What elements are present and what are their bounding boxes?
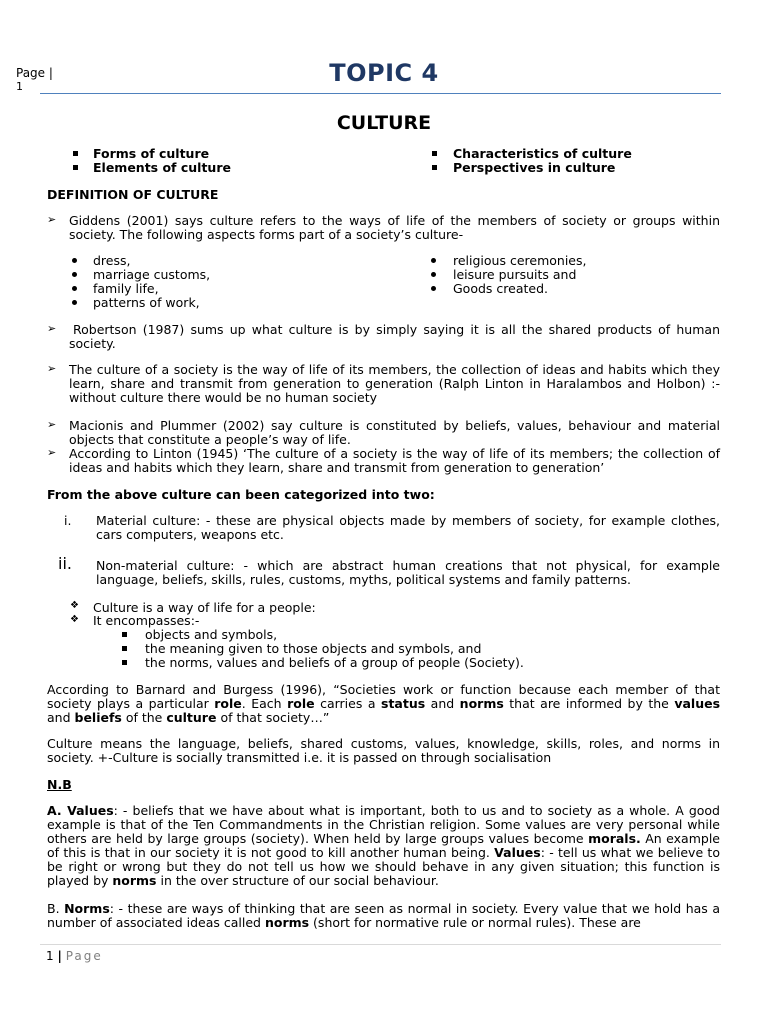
linton-paragraph: The culture of a society is the way of life of its members, the collection of ideas and habits which they learn, share and transmit from generation to generation (Ralph Linton in Haralambos and Holbon) :- without culture there would be no human society	[69, 362, 720, 405]
title-rule	[40, 93, 721, 94]
categorized-heading: From the above culture can been categorized into two:	[47, 487, 435, 502]
aspect-item: patterns of work,	[93, 295, 200, 310]
square-bullet-icon	[122, 660, 127, 665]
aspect-item: religious ceremonies,	[453, 253, 587, 268]
square-bullet-icon	[122, 646, 127, 651]
nb-heading: N.B	[47, 777, 72, 792]
topic-item: Characteristics of culture	[453, 146, 632, 161]
dot-bullet-icon	[72, 272, 77, 277]
topic-item: Perspectives in culture	[453, 160, 616, 175]
aspect-item: family life,	[93, 281, 159, 296]
linton1945-paragraph: According to Linton (1945) ‘The culture of a society is the way of life of its members; the collection of ideas and habits which they learn, share and transmit from generation to generation’	[69, 446, 720, 475]
dot-bullet-icon	[431, 258, 436, 263]
subtitle: CULTURE	[336, 112, 432, 134]
aspect-item: leisure pursuits and	[453, 267, 577, 282]
aspect-item: Goods created.	[453, 281, 548, 296]
values-paragraph: A. Values: - beliefs that we have about what is important, both to us and to society as a whole. A good example is that of the Ten Commandments in the Christian religion. Some values are very personal while others are held by large groups (society). When held by large groups values become morals. An example of this is that in our society it is not good to kill another human being. Values: - tell us what we believe to be right or wrong but they do not tell us how we should behave in any given situation; this function is played by norms in the over structure of our social behaviour.	[47, 803, 720, 888]
square-bullet-icon	[432, 165, 437, 170]
page-number: 1	[16, 80, 23, 93]
footer-rule	[40, 944, 721, 945]
encompasses-item: the norms, values and beliefs of a group of people (Society).	[145, 655, 524, 670]
culture-means-paragraph: Culture means the language, beliefs, shared customs, values, knowledge, skills, roles, and norms in society. +-Culture is socially transmitted i.e. it is passed on through socialisation	[47, 736, 720, 765]
footer-page-number: 1	[46, 949, 54, 963]
square-bullet-icon	[73, 165, 78, 170]
dot-bullet-icon	[431, 286, 436, 291]
nonmaterial-culture: Non-material culture: - which are abstract human creations that not physical, for example language, beliefs, skills, rules, customs, myths, political systems and family patterns.	[96, 558, 720, 587]
barnard-paragraph: According to Barnard and Burgess (1996), “Societies work or function because each member of that society plays a particular role. Each role carries a status and norms that are informed by the values and beliefs of the culture of that society…”	[47, 682, 721, 725]
roman-numeral: ii.	[58, 554, 72, 573]
page-footer	[46, 949, 103, 963]
topic-item: Forms of culture	[93, 146, 210, 161]
encompasses-item: the meaning given to those objects and symbols, and	[145, 641, 482, 656]
giddens-paragraph: Giddens (2001) says culture refers to the ways of life of the members of society or groups within society. The following aspects forms part of a society’s culture-	[69, 213, 720, 242]
aspect-item: marriage customs,	[93, 267, 211, 282]
roman-numeral: i.	[64, 513, 72, 528]
dot-bullet-icon	[72, 258, 77, 263]
arrow-bullet-icon: ➢	[47, 418, 57, 431]
dot-bullet-icon	[431, 272, 436, 277]
footer-separator: |	[57, 949, 62, 963]
arrow-bullet-icon: ➢	[47, 362, 57, 375]
dot-bullet-icon	[72, 286, 77, 291]
topic-item: Elements of culture	[93, 160, 231, 175]
diamond-item: Culture is a way of life for a people:	[93, 600, 316, 615]
footer-page-label: Page	[65, 949, 103, 963]
square-bullet-icon	[432, 151, 437, 156]
diamond-item: It encompasses:-	[93, 613, 200, 628]
dot-bullet-icon	[72, 300, 77, 305]
page-label: Page |	[16, 66, 53, 80]
encompasses-item: objects and symbols,	[145, 627, 278, 642]
square-bullet-icon	[122, 632, 127, 637]
square-bullet-icon	[73, 151, 78, 156]
macionis-paragraph: Macionis and Plummer (2002) say culture is constituted by beliefs, values, behaviour and material objects that constitute a people’s way of life.	[69, 418, 720, 447]
robertson-paragraph: Robertson (1987) sums up what culture is by simply saying it is all the shared products of human society.	[69, 322, 720, 351]
page-title: TOPIC 4	[329, 59, 439, 87]
diamond-bullet-icon: ❖	[70, 600, 79, 611]
diamond-bullet-icon: ❖	[70, 614, 79, 625]
definition-heading: DEFINITION OF CULTURE	[47, 187, 219, 202]
arrow-bullet-icon: ➢	[47, 322, 57, 335]
material-culture: Material culture: - these are physical objects made by members of society, for example clothes, cars computers, weapons etc.	[96, 513, 720, 542]
arrow-bullet-icon: ➢	[47, 213, 57, 226]
norms-paragraph: B. Norms: - these are ways of thinking that are seen as normal in society. Every value that we hold has a number of associated ideas called norms (short for normative rule or normal rules). These are	[47, 901, 720, 930]
aspect-item: dress,	[93, 253, 131, 268]
arrow-bullet-icon: ➢	[47, 446, 57, 459]
